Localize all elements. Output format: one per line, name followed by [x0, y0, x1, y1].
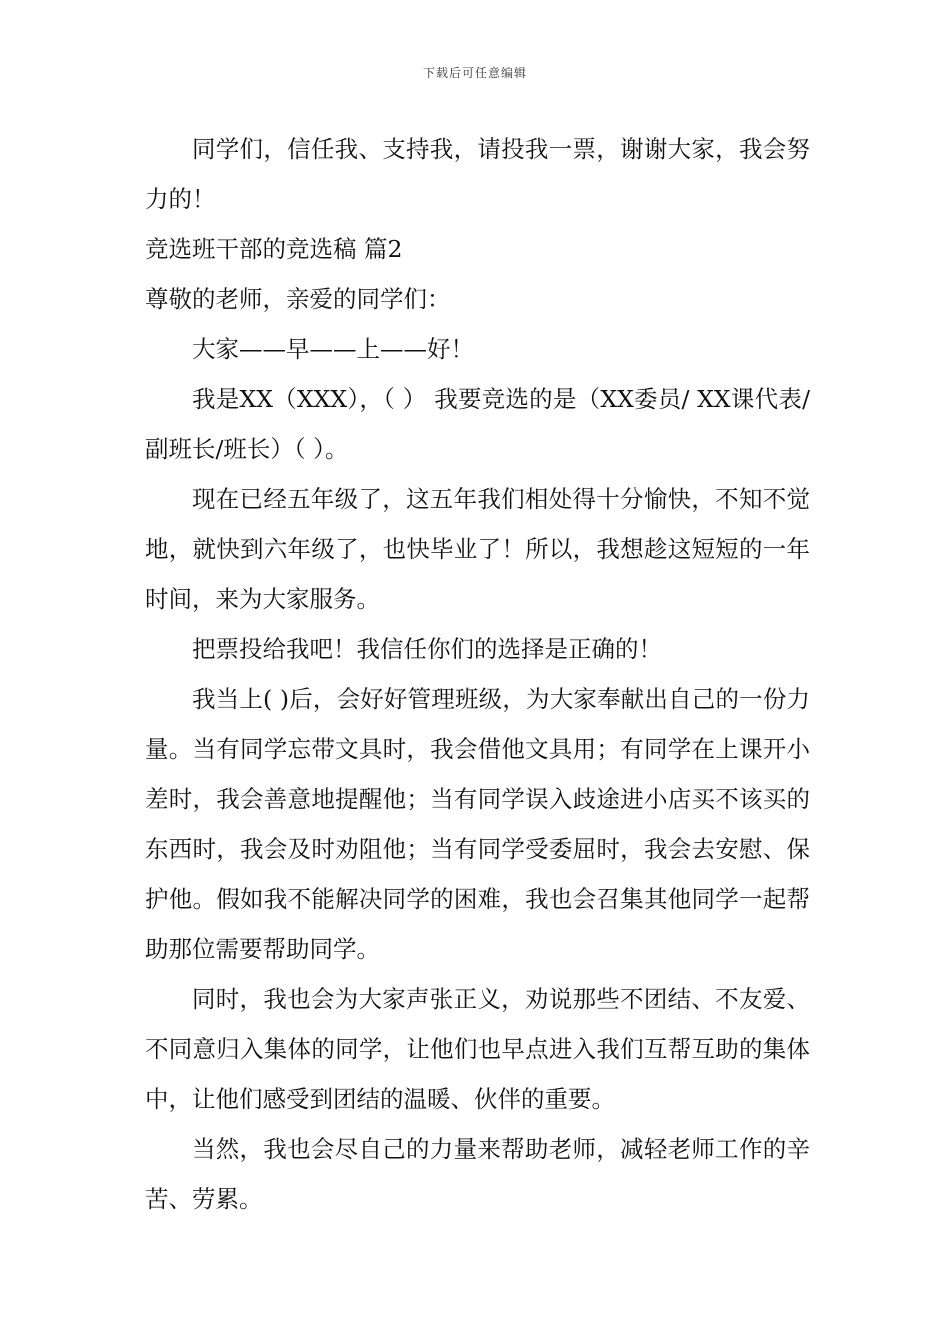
paragraph: 当然，我也会尽自己的力量来帮助老师，减轻老师工作的辛苦、劳累。: [145, 1135, 810, 1213]
paragraph: 把票投给我吧！我信任你们的选择是正确的！: [192, 635, 662, 663]
paragraph: 我是XX（XXX），（ ） 我要竞选的是（XX委员/ XX课代表/副班长/班长）（ ）。: [145, 385, 810, 463]
section-title: 竞选班干部的竞选稿 篇2: [145, 235, 403, 263]
paragraph: 现在已经五年级了，这五年我们相处得十分愉快，不知不觉地，就快到六年级了，也快毕业了！所以，我想趁这短短的一年时间，来为大家服务。: [145, 485, 810, 613]
document-body: [145, 124, 810, 1224]
paragraph: 同时，我也会为大家声张正义，劝说那些不团结、不友爱、不同意归入集体的同学，让他们也早点进入我们互帮互助的集体中，让他们感受到团结的温暖、伙伴的重要。: [145, 985, 810, 1113]
paragraph: 大家——早——上——好！: [192, 335, 474, 363]
paragraph: 同学们，信任我、支持我，请投我一票，谢谢大家，我会努力的！: [145, 135, 810, 213]
page-header: 下载后可任意编辑: [422, 66, 527, 80]
salutation: 尊敬的老师，亲爱的同学们：: [145, 285, 451, 313]
paragraph: 我当上( )后，会好好管理班级，为大家奉献出自己的一份力量。当有同学忘带文具时，我会借他文具用；有同学在上课开小差时，我会善意地提醒他；当有同学误入歧途进小店买不该买的东西时，我会及时劝阻他；当有同学受委屈时，我会去安慰、保护他。假如我不能解决同学的困难，我也会召集其他同学一起帮助那位需要帮助同学。: [145, 685, 810, 963]
